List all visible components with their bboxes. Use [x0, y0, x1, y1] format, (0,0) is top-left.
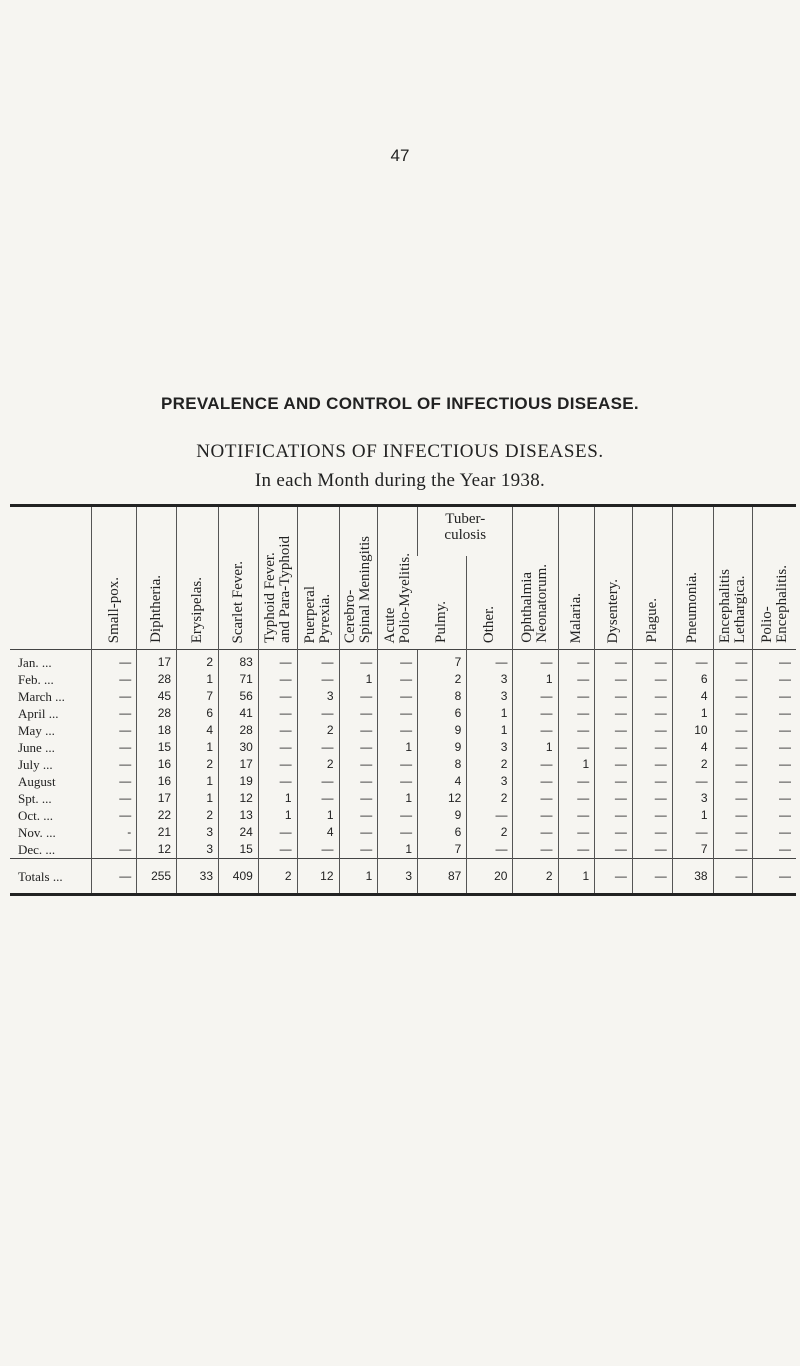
table-cell: 1 — [558, 859, 595, 895]
table-cell: — — [753, 841, 796, 859]
table-cell: 2 — [258, 859, 297, 895]
table-cell: — — [558, 650, 595, 672]
row-label: Totals ... — [10, 859, 92, 895]
table-cell: — — [558, 824, 595, 841]
col-header-label: Ophthalmia Neonatorum. — [519, 564, 551, 643]
col-header-label: Polio- Encephalitis. — [758, 565, 790, 643]
table-cell: — — [632, 841, 672, 859]
table-cell: — — [753, 756, 796, 773]
table-cell: 1 — [177, 739, 219, 756]
table-cell: — — [713, 756, 753, 773]
table-cell: — — [258, 841, 297, 859]
table-cell: — — [513, 722, 558, 739]
table-cell: — — [558, 688, 595, 705]
table-cell: 1 — [467, 705, 513, 722]
table-row — [10, 739, 796, 756]
table-cell: 15 — [137, 739, 177, 756]
table-cell: 6 — [418, 705, 467, 722]
table-cell: — — [467, 650, 513, 672]
table-cell: — — [339, 773, 378, 790]
table-cell: 33 — [177, 859, 219, 895]
col-header-label: Typhoid Fever. and Para-Typhoid — [261, 536, 293, 643]
table-cell: — — [92, 650, 137, 672]
row-label: Spt. ... — [18, 791, 52, 806]
table-cell: — — [753, 722, 796, 739]
table-cell: 409 — [219, 859, 259, 895]
table-cell: — — [378, 773, 418, 790]
table-cell: — — [713, 671, 753, 688]
table-cell: 2 — [467, 824, 513, 841]
table-cell: — — [339, 756, 378, 773]
table-cell: — — [339, 739, 378, 756]
table-cell: — — [595, 722, 633, 739]
table-cell: 16 — [137, 756, 177, 773]
table-cell: — — [753, 705, 796, 722]
table-cell: — — [713, 705, 753, 722]
table-cell: 1 — [177, 790, 219, 807]
table-cell: — — [558, 705, 595, 722]
col-header-label: Small-pox. — [105, 576, 122, 643]
row-label: June ... — [18, 740, 55, 755]
table-cell: 83 — [219, 650, 259, 672]
table-cell: — — [378, 824, 418, 841]
table-cell: 3 — [672, 790, 713, 807]
col-header — [418, 556, 467, 650]
table-cell: — — [513, 824, 558, 841]
table-cell: — — [753, 824, 796, 841]
table-cell: — — [595, 824, 633, 841]
table-cell: 7 — [672, 841, 713, 859]
col-header-label: Pneumonia. — [684, 571, 701, 643]
table-cell: — — [632, 859, 672, 895]
col-header — [339, 506, 378, 650]
col-header — [297, 506, 339, 650]
table-cell: 41 — [219, 705, 259, 722]
table-cell: — — [713, 841, 753, 859]
table-cell: 1 — [378, 739, 418, 756]
table-row — [10, 790, 796, 807]
row-label: March ... — [18, 689, 65, 704]
table-cell: — — [378, 650, 418, 672]
table-cell: — — [632, 739, 672, 756]
row-label: Nov. ... — [18, 825, 56, 840]
table-cell: 16 — [137, 773, 177, 790]
table-cell: — — [467, 807, 513, 824]
table-cell: 3 — [177, 824, 219, 841]
table-cell: — — [92, 807, 137, 824]
table-cell: 28 — [137, 671, 177, 688]
table-cell: 1 — [378, 841, 418, 859]
table-cell: 1 — [513, 671, 558, 688]
table-cell: 6 — [672, 671, 713, 688]
table-cell: — — [92, 705, 137, 722]
table-cell: 4 — [297, 824, 339, 841]
table-cell: 28 — [219, 722, 259, 739]
table-cell: — — [467, 841, 513, 859]
table-row — [10, 756, 796, 773]
col-header — [713, 506, 753, 650]
col-header — [177, 506, 219, 650]
table-cell: — — [339, 722, 378, 739]
table-cell: — — [753, 688, 796, 705]
table-cell: 2 — [297, 756, 339, 773]
row-label: August — [18, 774, 56, 789]
table-cell: 1 — [672, 705, 713, 722]
table-cell: — — [753, 650, 796, 672]
table-cell: — — [297, 705, 339, 722]
table-cell: 3 — [467, 739, 513, 756]
table-cell: — — [92, 859, 137, 895]
table-cell: 87 — [418, 859, 467, 895]
col-header — [558, 506, 595, 650]
table-cell: 1 — [513, 739, 558, 756]
table-cell: — — [713, 739, 753, 756]
table-cell: 56 — [219, 688, 259, 705]
table-cell: — — [92, 671, 137, 688]
table-cell: 2 — [177, 756, 219, 773]
table-cell: 6 — [418, 824, 467, 841]
table-cell: 1 — [297, 807, 339, 824]
row-label: Oct. ... — [18, 808, 54, 823]
table-cell: — — [92, 756, 137, 773]
table-cell: — — [339, 650, 378, 672]
table-cell: 3 — [177, 841, 219, 859]
table-cell: 20 — [467, 859, 513, 895]
table-cell: — — [297, 790, 339, 807]
table-cell: — — [632, 756, 672, 773]
table-cell: — — [92, 722, 137, 739]
table-cell: — — [632, 688, 672, 705]
table-cell: 1 — [258, 790, 297, 807]
table-cell: — — [339, 807, 378, 824]
table-cell: — — [258, 650, 297, 672]
table-cell: — — [713, 790, 753, 807]
col-header-label: Malaria. — [567, 592, 584, 643]
table-cell: — — [258, 824, 297, 841]
table-cell: 13 — [219, 807, 259, 824]
table-cell: 2 — [177, 650, 219, 672]
col-header — [137, 506, 177, 650]
table-cell: — — [339, 705, 378, 722]
table-cell: — — [92, 790, 137, 807]
col-header — [92, 506, 137, 650]
table-row — [10, 773, 796, 790]
table-cell: 22 — [137, 807, 177, 824]
table-cell: 8 — [418, 756, 467, 773]
table-row — [10, 807, 796, 824]
table-cell: 1 — [672, 807, 713, 824]
table-cell: 2 — [467, 790, 513, 807]
table-cell: — — [513, 807, 558, 824]
table-cell: — — [513, 650, 558, 672]
table-row — [10, 824, 796, 841]
table-cell: — — [297, 773, 339, 790]
table-cell: 1 — [467, 722, 513, 739]
totals-row — [10, 859, 796, 895]
col-header — [595, 506, 633, 650]
table-cell: — — [339, 688, 378, 705]
col-header — [258, 506, 297, 650]
table-cell: — — [513, 841, 558, 859]
table-cell: 7 — [177, 688, 219, 705]
table-cell: — — [672, 650, 713, 672]
table-row — [10, 705, 796, 722]
table-cell: 255 — [137, 859, 177, 895]
table-cell: — — [672, 773, 713, 790]
table-cell: — — [595, 807, 633, 824]
table-cell: — — [258, 722, 297, 739]
col-header-label: Dysentery. — [605, 578, 622, 643]
table-cell: 71 — [219, 671, 259, 688]
table-cell: 3 — [378, 859, 418, 895]
table-cell: 4 — [177, 722, 219, 739]
table-cell: — — [632, 650, 672, 672]
table-cell: — — [558, 722, 595, 739]
table-cell: 24 — [219, 824, 259, 841]
table-cell: — — [595, 705, 633, 722]
table-cell: — — [595, 841, 633, 859]
table-cell: 1 — [339, 671, 378, 688]
table-cell: — — [297, 841, 339, 859]
table-cell: — — [713, 807, 753, 824]
col-header-label: Erysipelas. — [189, 576, 206, 643]
table-cell: — — [513, 705, 558, 722]
table-cell: 12 — [418, 790, 467, 807]
table-cell: — — [595, 671, 633, 688]
table-cell: — — [92, 739, 137, 756]
table-cell: — — [713, 773, 753, 790]
table-cell: — — [595, 688, 633, 705]
table-cell: — — [753, 859, 796, 895]
table-cell: — — [513, 688, 558, 705]
col-header — [753, 506, 796, 650]
table-cell: — — [558, 773, 595, 790]
table-cell: — — [558, 790, 595, 807]
row-label: Dec. ... — [18, 842, 56, 857]
table-cell: 10 — [672, 722, 713, 739]
tuberculosis-group-header: Tuber- culosis — [418, 506, 513, 556]
table-cell: 3 — [467, 688, 513, 705]
table-cell: — — [378, 722, 418, 739]
row-label: July ... — [18, 757, 53, 772]
table-cell: 45 — [137, 688, 177, 705]
table-title: NOTIFICATIONS OF INFECTIOUS DISEASES. — [196, 441, 604, 462]
table-cell: — — [92, 688, 137, 705]
table-cell: 2 — [177, 807, 219, 824]
table-cell: — — [513, 756, 558, 773]
table-cell: 7 — [418, 650, 467, 672]
table-cell: — — [595, 790, 633, 807]
col-header — [467, 556, 513, 650]
month-header — [10, 506, 92, 650]
table-cell: 1 — [339, 859, 378, 895]
table-cell: 4 — [672, 739, 713, 756]
col-header-label: Acute Polio-Myelitis. — [381, 552, 413, 643]
table-cell: — — [558, 807, 595, 824]
row-label: May ... — [18, 723, 55, 738]
row-label: April ... — [18, 706, 59, 721]
table-cell: — — [378, 807, 418, 824]
table-cell: — — [632, 705, 672, 722]
table-cell: — — [339, 824, 378, 841]
row-label: Jan. ... — [10, 650, 92, 672]
table-cell: 1 — [177, 773, 219, 790]
table-cell: 17 — [137, 650, 177, 672]
table-cell: — — [632, 824, 672, 841]
table-cell: — — [258, 739, 297, 756]
table-cell: — — [339, 841, 378, 859]
col-header — [513, 506, 558, 650]
col-header — [672, 506, 713, 650]
notifications-table — [10, 504, 796, 896]
table-cell: — — [297, 739, 339, 756]
table-cell: — — [558, 841, 595, 859]
table-cell: 21 — [137, 824, 177, 841]
table-cell: 2 — [418, 671, 467, 688]
table-cell: 18 — [137, 722, 177, 739]
table-cell: — — [713, 824, 753, 841]
table-cell: — — [258, 688, 297, 705]
table-row — [10, 671, 796, 688]
table-cell: — — [92, 773, 137, 790]
table-cell: — — [513, 790, 558, 807]
table-cell: — — [92, 841, 137, 859]
main-title: PREVALENCE AND CONTROL OF INFECTIOUS DISEASE. — [161, 394, 639, 413]
table-cell: — — [258, 773, 297, 790]
table-cell: — — [713, 650, 753, 672]
table-row — [10, 722, 796, 739]
table-row — [10, 841, 796, 859]
page-number: 47 — [390, 146, 410, 165]
table-cell: — — [753, 773, 796, 790]
table-cell: 6 — [177, 705, 219, 722]
table-cell: 7 — [418, 841, 467, 859]
table-cell: — — [378, 756, 418, 773]
table-cell: — — [632, 807, 672, 824]
table-cell: 1 — [177, 671, 219, 688]
table-cell: 3 — [467, 773, 513, 790]
table-cell: 4 — [418, 773, 467, 790]
table-cell: 1 — [558, 756, 595, 773]
col-header-label: Encephalitis Lethargica. — [716, 568, 748, 643]
col-header — [378, 506, 418, 650]
table-cell: 8 — [418, 688, 467, 705]
col-header-label: Scarlet Fever. — [229, 560, 246, 643]
table-cell: — — [632, 671, 672, 688]
col-header-label: Other. — [481, 605, 498, 643]
table-cell: — — [378, 688, 418, 705]
table-row — [10, 650, 796, 672]
table-cell: 4 — [672, 688, 713, 705]
table-cell: — — [558, 671, 595, 688]
table-cell: 3 — [297, 688, 339, 705]
table-cell: 1 — [378, 790, 418, 807]
table-cell: 17 — [219, 756, 259, 773]
table-cell: — — [258, 756, 297, 773]
table-cell: — — [258, 671, 297, 688]
table-cell: — — [672, 824, 713, 841]
table-cell: 12 — [219, 790, 259, 807]
table-cell: — — [713, 688, 753, 705]
table-cell: — — [595, 859, 633, 895]
table-cell: — — [297, 671, 339, 688]
table-cell: — — [558, 739, 595, 756]
col-header-label: Plague. — [643, 598, 660, 643]
table-cell: — — [595, 650, 633, 672]
table-subtitle: In each Month during the Year 1938. — [254, 470, 546, 491]
table-cell: — — [595, 773, 633, 790]
table-cell: 2 — [672, 756, 713, 773]
table-cell: 12 — [137, 841, 177, 859]
table-cell: — — [378, 705, 418, 722]
table-cell: 19 — [219, 773, 259, 790]
table-cell: — — [595, 756, 633, 773]
table-cell: — — [632, 790, 672, 807]
table-cell: 3 — [467, 671, 513, 688]
table-cell: — — [753, 807, 796, 824]
table-cell: 12 — [297, 859, 339, 895]
table-cell: 38 — [672, 859, 713, 895]
table-cell: 9 — [418, 722, 467, 739]
table-cell: — — [595, 739, 633, 756]
table-cell: 2 — [513, 859, 558, 895]
table-cell: 9 — [418, 807, 467, 824]
table-cell: 9 — [418, 739, 467, 756]
table-cell: 17 — [137, 790, 177, 807]
table-cell: — — [632, 773, 672, 790]
table-cell: — — [297, 650, 339, 672]
table-cell: — — [258, 705, 297, 722]
col-header — [219, 506, 259, 650]
col-header-label: Cerebro- Spinal Meningitis — [342, 535, 374, 643]
table-cell: — — [753, 790, 796, 807]
table-cell: — — [753, 739, 796, 756]
table-cell: 2 — [467, 756, 513, 773]
table-cell: - — [92, 824, 137, 841]
table-cell: 1 — [258, 807, 297, 824]
table-cell: — — [513, 773, 558, 790]
table-cell: — — [753, 671, 796, 688]
col-header-label: Puerperal Pyrexia. — [302, 585, 334, 643]
col-header — [632, 506, 672, 650]
row-label: Feb. ... — [18, 672, 54, 687]
table-cell: — — [339, 790, 378, 807]
table-cell: — — [632, 722, 672, 739]
table-cell: — — [713, 722, 753, 739]
col-header-label: Diphtheria. — [148, 575, 165, 643]
table-cell: 15 — [219, 841, 259, 859]
table-cell: 30 — [219, 739, 259, 756]
table-row — [10, 688, 796, 705]
table-cell: 28 — [137, 705, 177, 722]
table-cell: 2 — [297, 722, 339, 739]
table-cell: — — [378, 671, 418, 688]
col-header-label: Pulmy. — [433, 601, 450, 643]
table-cell: — — [713, 859, 753, 895]
